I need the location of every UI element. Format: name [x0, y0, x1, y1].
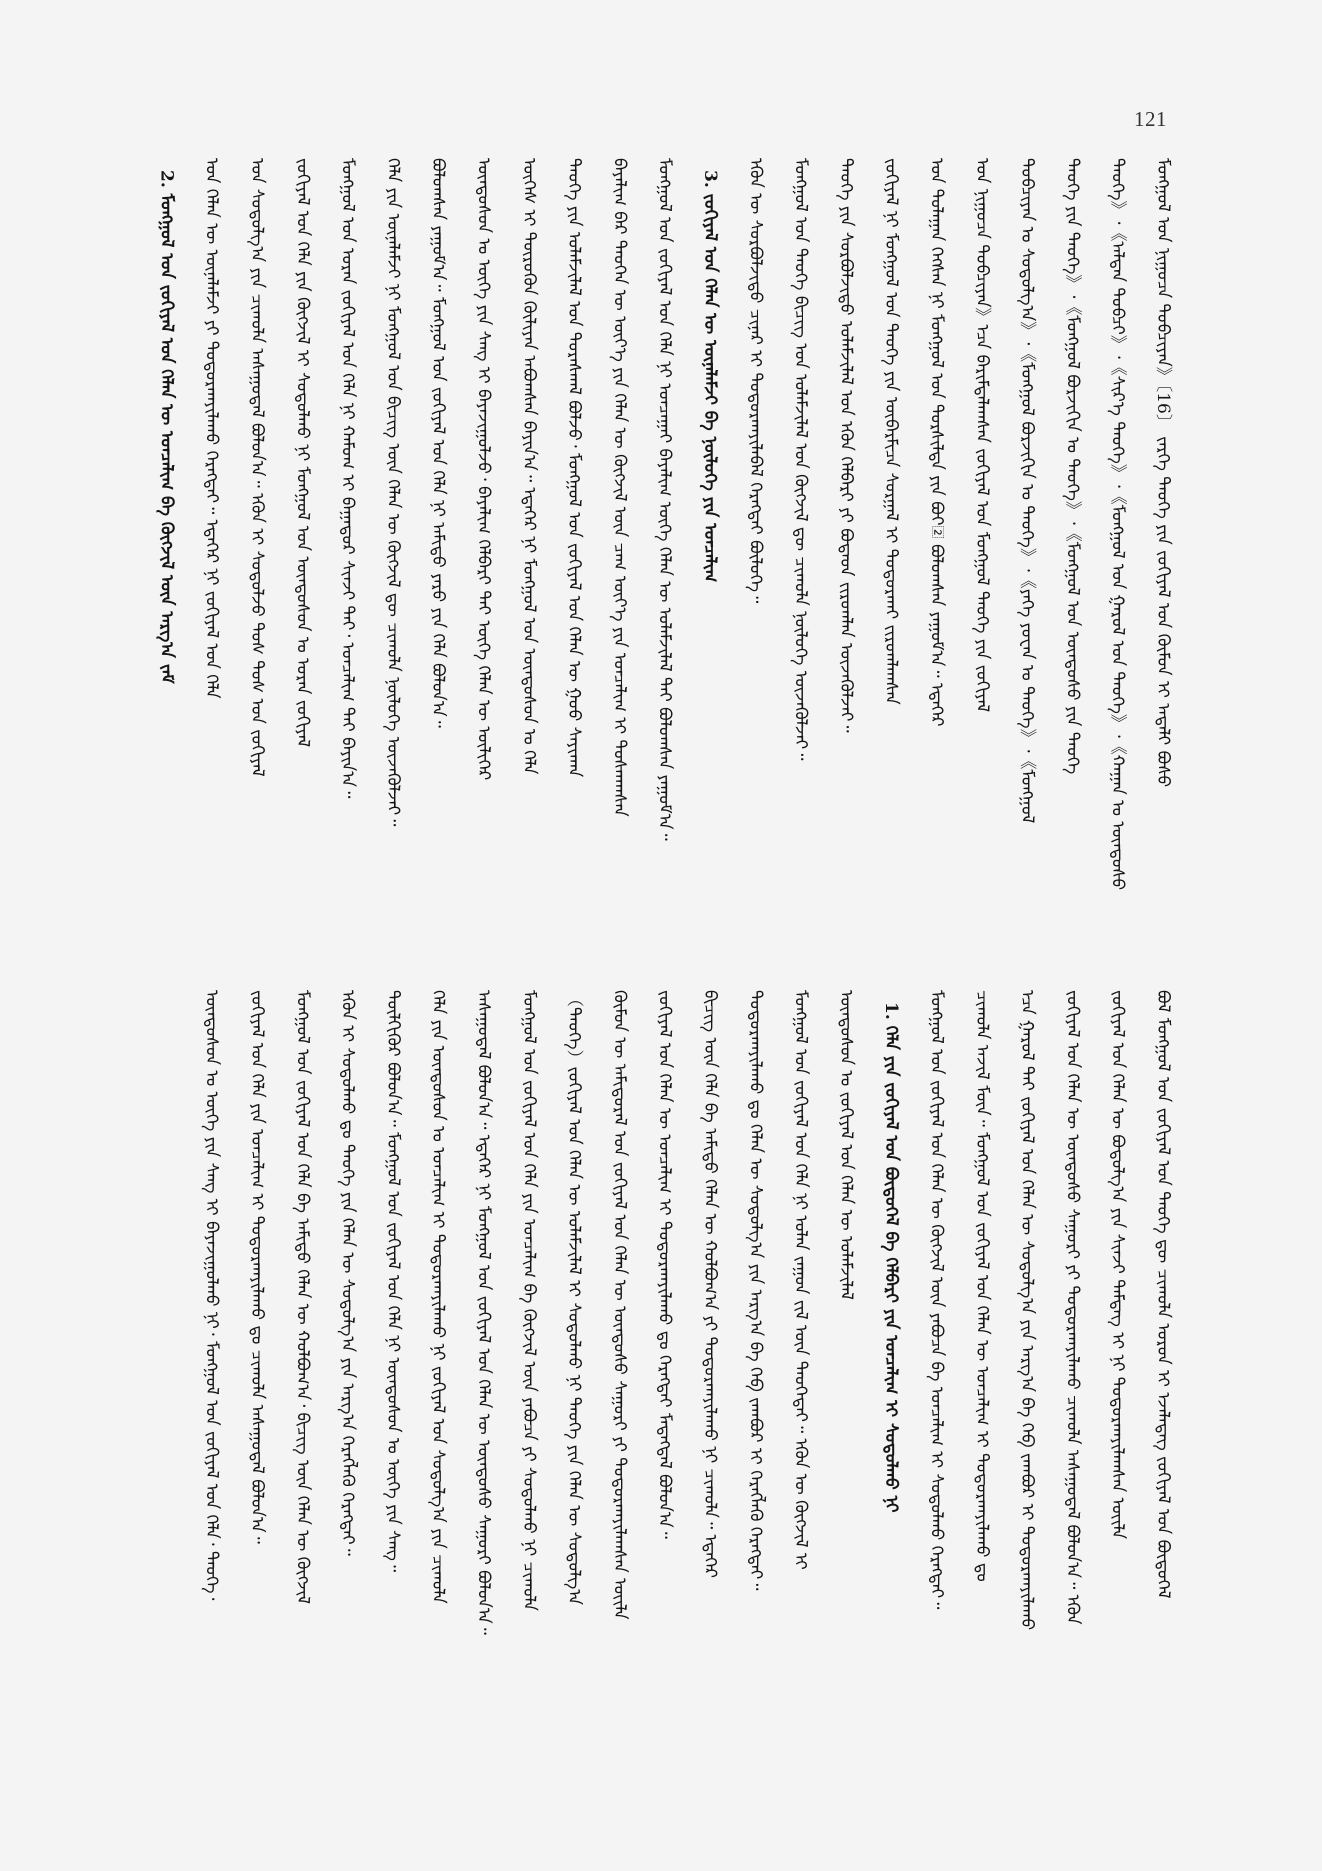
text-line: ᠪᠢᠴᠢᠭ ᠦᠨ ᠬᠡᠯᠡ ᠪᠠ ᠠᠮᠢᠳᠤ ᠬᠡᠯᠡᠨ ᠦ ᠬᠣᠯᠪᠣᠭ᠎ᠠ ᠶᠢ ᠲᠣᠳᠣᠷᠬᠠᠶᠢᠯᠠᠬᠤ ᠨᠢ ᠴᠢᠬᠤᠯᠠ᠃ ᠡᠳᠡᠭᠡᠷ — [700, 990, 720, 1578]
text-line: ᠲᠡᠦᠬᠡ ᠶᠢᠨ ᠤᠯᠠᠮᠵᠢᠯᠠᠯ ᠤᠨ ᠳᠤᠷᠠᠰᠬᠠᠯ ᠪᠣᠯᠵᠤ᠂ ᠮᠣᠩᠭᠣᠯ ᠤᠨ ᠵᠣᠬᠢᠶᠠᠯ ᠤᠨ ᠬᠡᠯᠡᠨ ᠦ ᠭᠣᠣ ᠰᠠᠶᠢᠬᠠᠨ — [564, 158, 585, 778]
text-line: ᠮᠣᠩᠭᠣᠯ ᠤᠨ ᠲᠡᠦᠬᠡ ᠪᠢᠴᠢᠭ ᠤᠨ ᠤᠯᠠᠮᠵᠢᠯᠠᠯ ᠤᠨ ᠬᠥᠭᠵᠢᠯ ᠳᠦ ᠴᠢᠬᠤᠯᠠ ᠨᠥᠯᠦᠭᠡ ᠦᠵᠡᠭᠦᠯᠵᠡᠢ᠃ — [790, 158, 811, 761]
section-heading: 3. ᠵᠣᠬᠢᠶᠠᠯ ᠤᠨ ᠬᠡᠯᠡᠨ ᠦ ᠦᠨᠡᠯᠡᠮᠵᠢ ᠪᠠ ᠨᠥᠯᠦᠭᠡ ᠶᠢᠨ ᠣᠨᠴᠠᠯᠢᠭ — [700, 170, 720, 583]
text-line: ᠵᠣᠬᠢᠶᠠᠯ ᠤᠨ ᠬᠡᠯᠡ ᠶᠢᠨ ᠬᠥᠭᠵᠢᠯ ᠢ ᠰᠤᠳᠤᠯᠬᠤ ᠨᠢ ᠮᠣᠩᠭᠣᠯ ᠤᠨ ᠦᠨᠳᠦᠰᠦᠨ ᠤ ᠤᠷᠠᠨ ᠵᠣᠬᠢᠶᠠᠯ — [292, 158, 313, 748]
text-line: ᠡᠭᠦᠨ ᠦ ᠰᠤᠷᠪᠤᠯᠵᠢᠲᠤ ᠴᠢᠨᠠᠷ ᠢ ᠲᠣᠳᠣᠷᠬᠠᠶᠢᠯᠠᠪᠠᠯ ᠬᠡᠷᠡᠭᠲᠡᠶ ᠪᠦᠯᠦᠭᠡ᠃ — [745, 158, 766, 604]
text-line: ᠦᠭᠡᠰ ᠢ ᠲᠦᠷᠦᠭᠦᠨ ᠬᠦᠯᠢᠶᠡᠨ ᠠᠪᠤᠭᠰᠠᠨ ᠪᠠᠶᠢᠨ᠎ᠠ᠃ ᠡᠳᠡᠭᠡᠷ ᠨᠢ ᠮᠣᠩᠭᠣᠯ ᠤᠨ ᠦᠨᠳᠦᠰᠦᠨ ᠤ ᠬᠡᠯᠡ — [518, 158, 539, 775]
text-line: ᠵᠣᠬᠢᠶᠠᠯ ᠤᠨ ᠬᠡᠯᠡ ᠶᠢᠨ ᠣᠨᠴᠠᠯᠢᠭ ᠢ ᠲᠣᠳᠣᠷᠬᠠᠶᠢᠯᠠᠬᠤ ᠳᠤ ᠴᠢᠬᠤᠯᠠ ᠠᠰᠠᠭᠤᠳᠠᠯ ᠪᠣᠯᠤᠨ᠎ᠠ᠃ — [247, 990, 267, 1544]
text-line: ᠮᠣᠩᠭᠣᠯ ᠤᠨ ᠵᠣᠬᠢᠶᠠᠯ ᠤᠨ ᠬᠡᠯᠡᠨ ᠦ ᠬᠥᠭᠵᠢᠯ ᠦᠨ ᠶᠠᠪᠤᠴᠠ ᠪᠠ ᠣᠨᠴᠠᠯᠢᠭ ᠢ ᠰᠤᠳᠤᠯᠬᠤ ᠬᠡᠷᠡᠭᠲᠡᠶ᠃ — [926, 990, 947, 1610]
page-number: 121 — [1134, 107, 1167, 131]
text-line: ᠲᠦᠯᠬᠢᠭᠦᠷ ᠪᠣᠯᠤᠨ᠎ᠠ᠃ ᠮᠣᠩᠭᠣᠯ ᠤᠨ ᠵᠣᠬᠢᠶᠠᠯ ᠤᠨ ᠬᠡᠯᠡ ᠨᠢ ᠦᠨᠳᠦᠰᠦᠨ ᠤ ᠦᠭᠡ ᠶᠢᠨ ᠰᠠᠩ᠃ — [382, 990, 403, 1573]
text-line: ᠮᠣᠩᠭᠣᠯ ᠤᠨ ᠵᠣᠬᠢᠶᠠᠯ ᠤᠨ ᠬᠡᠯᠡ ᠶᠢᠨ ᠣᠨᠴᠠᠯᠢᠭ ᠪᠠ ᠬᠥᠭᠵᠢᠯ ᠦᠨ ᠶᠠᠪᠤᠴᠠ ᠶᠢ ᠰᠤᠳᠤᠯᠬᠤ ᠨᠢ ᠴᠢᠬᠤᠯᠠ — [518, 990, 539, 1611]
text-line: ᠲᠡᠦᠬᠡ ᠶᠢᠨ ᠰᠤᠷᠪᠤᠯᠵᠢᠲᠤ ᠤᠯᠠᠮᠵᠢᠯᠠᠯ ᠤᠨ ᠡᠭᠦᠨ ᠬᠡᠯᠪᠡᠷᠢ ᠶᠢ ᠪᠣᠳᠠᠳ ᠵᠢᠷᠤᠭᠯᠠᠨ ᠦᠵᠡᠭᠦᠯᠵᠡᠢ᠃ — [835, 158, 856, 733]
text-line: ᠲᠡᠦᠬᠡ》᠂《ᠠᠯᠲᠠᠨ ᠲᠣᠪᠴᠢ》᠂《ᠰᠢᠷ᠎ᠡ ᠲᠡᠦᠬᠡ》᠂《ᠮᠣᠩᠭᠣᠯ ᠤᠨ ᠭᠠᠷᠤᠯ ᠤᠨ ᠲᠡᠦᠬᠡ》᠂《ᠬᠠᠭᠠᠨ ᠤ ᠦᠨᠳᠦᠰᠦ — [1107, 158, 1128, 891]
text-line: ᠵᠣᠬᠢᠶᠠᠯ ᠤᠨ ᠬᠡᠯᠡᠨ ᠦ ᠪᠣᠳᠤᠯᠭ᠎ᠠ ᠶᠢᠨ ᠰᠢᠨᠵᠢ ᠲᠡᠮᠳᠡᠭ ᠢ ᠨᠢ ᠲᠣᠳᠣᠷᠬᠠᠶᠢᠯᠠᠭᠰᠠᠨ ᠦᠢᠯᠡ — [1107, 990, 1128, 1540]
text-line: ᠲᠣᠳᠣᠷᠬᠠᠶᠢᠯᠠᠬᠤ ᠳᠤ ᠬᠡᠯᠡᠨ ᠦ ᠰᠤᠳᠤᠯᠭ᠎ᠠ ᠶᠢᠨ ᠠᠷᠭ᠎ᠠ ᠪᠠ ᠬᠡᠪ ᠵᠠᠭᠪᠤᠷ ᠢ ᠬᠡᠷᠡᠭᠯᠡᠬᠦ ᠬᠡᠷᠡᠭᠲᠡᠶ᠃ — [745, 990, 766, 1591]
text-line: ᠮᠣᠩᠭᠣᠯ ᠤᠨ ᠵᠣᠬᠢᠶᠠᠯ ᠤᠨ ᠬᠡᠯᠡ ᠨᠢ ᠣᠯᠠᠨ ᠵᠠᠭᠤᠨ ᠵᠢᠯ ᠦᠨ ᠲᠡᠦᠬᠡᠲᠡᠢ᠃ ᠡᠭᠦᠨ ᠦ ᠬᠥᠭᠵᠢᠯ ᠢ — [790, 990, 811, 1570]
text-line: ᠮᠣᠩᠭᠣᠯ ᠤᠨ ᠨᠢᠭᠤᠴᠠ ᠲᠣᠪᠴᠢᠶᠠᠨ》〔16〕 ᠵᠡᠷᠭᠡ ᠲᠡᠦᠬᠡ ᠶᠢᠨ ᠵᠣᠬᠢᠶᠠᠯ ᠤᠨ ᠬᠦᠮᠦᠨ ᠢ ᠠᠳᠠᠯᠢ ᠪᠤᠰᠤ — [1153, 158, 1173, 788]
section-heading: 1. ᠬᠡᠯᠡ ᠶᠢᠨ ᠵᠣᠬᠢᠶᠠᠯ ᠤᠨ ᠪᠦᠲᠦᠭᠡᠯ ᠪᠠ ᠬᠡᠯᠪᠡᠷᠢ ᠶᠢᠨ ᠣᠨᠴᠠᠯᠢᠭ ᠢ ᠰᠤᠳᠤᠯᠬᠤ ᠨᠢ — [881, 1002, 902, 1513]
text-line: ᠮᠣᠩᠭᠣᠯ ᠤᠨ ᠤᠷᠠᠨ ᠵᠣᠬᠢᠶᠠᠯ ᠤᠨ ᠬᠡᠯᠡ ᠨᠢ ᠬᠠᠮᠤᠭ ᠢ ᠪᠠᠭᠠᠳᠤᠷ ᠰᠢᠨᠵᠢ ᠲᠠᠢ᠂ ᠣᠨᠴᠠᠯᠢᠭ ᠲᠠᠢ ᠪᠠᠶᠢᠨ᠎ᠠ᠃ — [337, 158, 358, 799]
text-line: ᠤᠨ ᠰᠤᠳᠤᠯᠭ᠎ᠠ ᠶᠢᠨ ᠴᠢᠬᠤᠯᠠ ᠠᠰᠠᠭᠤᠳᠠᠯ ᠪᠣᠯᠤᠨ᠎ᠠ᠃ ᠡᠭᠦᠨ ᠢ ᠰᠤᠳᠤᠯᠵᠤ ᠲᠤᠰ ᠲᠤᠰ ᠤᠨ ᠵᠣᠬᠢᠶᠠᠯ — [247, 158, 267, 777]
text-line: ᠵᠣᠬᠢᠶᠠᠯ ᠨᠢ ᠮᠣᠩᠭᠣᠯ ᠤᠨ ᠲᠡᠦᠬᠡ ᠶᠢᠨ ᠦᠪᠡᠷᠮᠢᠴᠡ ᠰᠤᠷᠭᠠᠯ ᠢ ᠲᠣᠳᠣᠷᠬᠠᠶ ᠵᠢᠷᠤᠭᠯᠠᠭᠰᠠᠨ — [881, 158, 902, 705]
text-line: ᠤᠨ ᠬᠡᠯᠡᠨ ᠦ ᠦᠨᠡᠯᠡᠮᠵᠢ ᠶᠢ ᠲᠣᠳᠣᠷᠬᠠᠶᠢᠯᠠᠬᠤ ᠬᠡᠷᠡᠭᠲᠡᠶ᠃ ᠡᠳᠡᠭᠡᠷ ᠨᠢ ᠵᠣᠬᠢᠶᠠᠯ ᠤᠨ ᠬᠡᠯᠡ — [201, 158, 222, 699]
text-line: ᠬᠡᠯᠡ ᠶᠢᠨ ᠦᠨᠳᠦᠰᠦᠨ ᠤ ᠣᠨᠴᠠᠯᠢᠭ ᠢ ᠲᠣᠳᠣᠷᠬᠠᠶᠢᠯᠠᠬᠤ ᠨᠢ ᠵᠣᠬᠢᠶᠠᠯ ᠤᠨ ᠰᠤᠳᠤᠯᠭ᠎ᠠ ᠶᠢᠨ ᠴᠢᠬᠤᠯᠠ — [428, 990, 449, 1604]
text-line: （ᠲᠡᠦᠬᠡ）ᠵᠣᠬᠢᠶᠠᠯ ᠤᠨ ᠬᠡᠯᠡᠨ ᠦ ᠤᠯᠠᠮᠵᠢᠯᠠᠯ ᠢ ᠰᠤᠳᠤᠯᠬᠤ ᠨᠢ ᠲᠡᠦᠬᠡ ᠶᠢᠨ ᠬᠡᠯᠡᠨ ᠦ ᠰᠤᠳᠤᠯᠭ᠎ᠠ — [564, 990, 585, 1606]
text-line: ᠪᠣᠯ ᠮᠣᠩᠭᠣᠯ ᠤᠨ ᠵᠣᠬᠢᠶᠠᠯ ᠤᠨ ᠲᠡᠦᠬᠡ ᠳᠦ ᠴᠢᠬᠤᠯᠠ ᠣᠷᠤᠨ ᠢ ᠡᠵᠡᠯᠡᠳᠡᠭ ᠵᠣᠬᠢᠶᠠᠯ ᠤᠨ ᠪᠦᠲᠦᠭᠡᠯ — [1153, 990, 1173, 1599]
text-line: ᠬᠡᠯᠡ ᠶᠢᠨ ᠦᠨᠡᠯᠡᠮᠵᠢ ᠨᠢ ᠮᠣᠩᠭᠣᠯ ᠤᠨ ᠪᠢᠴᠢᠭ ᠦᠨ ᠬᠡᠯᠡᠨ ᠦ ᠬᠥᠭᠵᠢᠯ ᠳᠦ ᠴᠢᠬᠤᠯᠠ ᠨᠥᠯᠦᠭᠡ ᠦᠵᠡᠭᠦᠯᠵᠡᠢ᠃ — [382, 158, 403, 827]
text-line: ᠠᠰᠠᠭᠤᠳᠠᠯ ᠪᠣᠯᠤᠨ᠎ᠠ᠃ ᠡᠳᠡᠭᠡᠷ ᠨᠢ ᠮᠣᠩᠭᠣᠯ ᠤᠨ ᠵᠣᠬᠢᠶᠠᠯ ᠤᠨ ᠬᠡᠯᠡᠨ ᠦ ᠦᠨᠳᠦᠰᠦ ᠰᠠᠭᠤᠷᠢ ᠪᠣᠯᠤᠨ᠎ᠠ᠃ — [473, 990, 494, 1635]
section-heading: 2. ᠮᠣᠩᠭᠣᠯ ᠤᠨ ᠵᠣᠬᠢᠶᠠᠯ ᠤᠨ ᠬᠡᠯᠡᠨ ᠦ ᠣᠨᠴᠠᠯᠢᠭ ᠪᠠ ᠬᠥᠭᠵᠢᠯ ᠦᠨ ᠠᠷᠭ᠎ᠠ ᠵᠠᠮ — [156, 170, 177, 684]
text-line: ᠡᠭᠦᠨ ᠢ ᠰᠤᠳᠤᠯᠬᠤ ᠳᠤ ᠲᠡᠦᠬᠡ ᠶᠢᠨ ᠬᠡᠯᠡᠨ ᠦ ᠰᠤᠳᠤᠯᠭ᠎ᠠ ᠶᠢᠨ ᠠᠷᠭ᠎ᠠ ᠬᠡᠷᠡᠭᠯᠡᠬᠦ ᠬᠡᠷᠡᠭᠲᠡᠶ᠃ — [337, 990, 358, 1556]
text-line: ᠪᠣᠯᠤᠭᠰᠠᠨ ᠶᠠᠭᠤᠮ᠎ᠠ᠃ ᠮᠣᠩᠭᠣᠯ ᠤᠨ ᠵᠣᠬᠢᠶᠠᠯ ᠤᠨ ᠬᠡᠯᠡ ᠨᠢ ᠠᠮᠢᠳᠤ ᠶᠡᠷᠦ ᠶᠢᠨ ᠬᠡᠯᠡ ᠪᠣᠯᠤᠨ᠎ᠠ᠃ — [428, 158, 449, 728]
text-line: ᠡᠴᠡ ᠭᠠᠷᠤᠯ ᠲᠠᠢ ᠵᠣᠬᠢᠶᠠᠯ ᠤᠨ ᠬᠡᠯᠡᠨ ᠦ ᠰᠤᠳᠤᠯᠭ᠎ᠠ ᠶᠢᠨ ᠠᠷᠭ᠎ᠠ ᠪᠠ ᠬᠡᠪ ᠵᠠᠭᠪᠤᠷ ᠢ ᠲᠣᠳᠣᠷᠬᠠᠶᠢᠯᠠᠬᠤ — [1017, 990, 1038, 1631]
text-line: ᠤᠨ ᠲᠤᠯᠠᠭᠠᠨ ᠬᠡᠭᠰᠡᠨ ᠨᠢ ᠮᠣᠩᠭᠣᠯ ᠤᠨ ᠲᠤᠷᠰᠢᠯᠲᠠ ᠶᠢᠨ ᠪᠤᠢ᠌ ᠪᠣᠯᠤᠭᠰᠠᠨ ᠶᠠᠭᠤᠮ᠎ᠠ᠃ ᠡᠳᠡᠭᠡᠷ — [926, 158, 947, 727]
text-line: ᠤᠨ ᠨᠢᠭᠤᠴᠠ ᠲᠣᠪᠴᠢᠶᠠᠨ》ᠡᠴᠡ ᠪᠠᠷᠢᠮᠲᠠᠯᠠᠭᠰᠠᠨ ᠵᠣᠬᠢᠶᠠᠯ ᠤᠨ ᠮᠣᠩᠭᠣᠯ ᠲᠡᠦᠬᠡ ᠶᠢᠨ ᠵᠣᠬᠢᠶᠠᠯ — [971, 158, 992, 713]
text-line: ᠵᠣᠬᠢᠶᠠᠯ ᠤᠨ ᠬᠡᠯᠡᠨ ᠦ ᠣᠨᠴᠠᠯᠢᠭ ᠢ ᠲᠣᠳᠣᠷᠬᠠᠶᠢᠯᠠᠬᠤ ᠳᠤ ᠬᠡᠷᠡᠭᠲᠡᠶ ᠮᠡᠳᠡᠭᠳᠡᠯ ᠪᠣᠯᠤᠨ᠎ᠠ᠃ — [654, 990, 675, 1539]
text-line: ᠲᠡᠦᠬᠡ ᠶᠢᠨ ᠲᠡᠦᠬᠡ》᠂《ᠮᠣᠩᠭᠣᠯ ᠪᠣᠷᠵᠢᠭᠢᠨ ᠤ ᠲᠡᠦᠬᠡ》᠂《ᠮᠣᠩᠭᠣᠯ ᠤᠨ ᠦᠨᠳᠦᠰᠦ ᠶᠢᠨ ᠲᠡᠦᠬᠡ — [1062, 158, 1083, 775]
text-line: ᠴᠢᠬᠤᠯᠠ ᠠᠵᠢᠯ ᠮᠥᠨ᠃ ᠮᠣᠩᠭᠣᠯ ᠤᠨ ᠵᠣᠬᠢᠶᠠᠯ ᠤᠨ ᠬᠡᠯᠡᠨ ᠦ ᠣᠨᠴᠠᠯᠢᠭ ᠢ ᠲᠣᠳᠣᠷᠬᠠᠶᠢᠯᠠᠬᠤ ᠳᠤ — [971, 990, 992, 1582]
text-line: ᠵᠣᠬᠢᠶᠠᠯ ᠤᠨ ᠬᠡᠯᠡᠨ ᠦ ᠦᠨᠳᠦᠰᠦ ᠰᠠᠭᠤᠷᠢ ᠶᠢ ᠲᠣᠳᠣᠷᠬᠠᠶᠢᠯᠠᠬᠤ ᠴᠢᠬᠤᠯᠠ ᠠᠰᠠᠭᠤᠳᠠᠯ ᠪᠣᠯᠤᠨ᠎ᠠ᠃ ᠡᠭᠦᠨ — [1062, 990, 1083, 1625]
text-line: ᠦᠨᠳᠦᠰᠦᠨ ᠤ ᠦᠭᠡ ᠶᠢᠨ ᠰᠠᠩ ᠢ ᠪᠠᠶᠠᠵᠢᠭᠤᠯᠵᠤ᠂ ᠪᠠᠶᠠᠯᠢᠭ ᠬᠡᠯᠪᠡᠷᠢ ᠲᠠᠢ ᠦᠭᠡ ᠬᠡᠯᠡᠨ ᠦ ᠦᠯᠢᠭᠡᠷ — [473, 158, 494, 781]
text-line: ᠦᠨᠳᠦᠰᠦᠨ ᠤ ᠦᠭᠡ ᠶᠢᠨ ᠰᠠᠩ ᠢ ᠪᠠᠶᠠᠵᠢᠭᠤᠯᠬᠤ ᠨᠢ᠂ ᠮᠣᠩᠭᠣᠯ ᠤᠨ ᠵᠣᠬᠢᠶᠠᠯ ᠤᠨ ᠬᠡᠯᠡ᠂ ᠲᠡᠦᠬᠡ᠂ — [201, 990, 222, 1601]
text-line: ᠮᠣᠩᠭᠣᠯ ᠤᠨ ᠵᠣᠬᠢᠶᠠᠯ ᠤᠨ ᠬᠡᠯᠡ ᠨᠢ ᠣᠨᠴᠠᠭᠠᠢ ᠪᠠᠶᠠᠯᠢᠭ ᠦᠭᠡ ᠬᠡᠯᠡᠨ ᠦ ᠤᠯᠠᠮᠵᠢᠯᠠᠯ ᠲᠠᠢ ᠪᠣᠯᠤᠭᠰᠠᠨ ᠶᠠᠭᠤᠮ᠎ᠠ᠃ — [654, 158, 675, 841]
text-line: ᠪᠠᠶᠠᠯᠢᠭ ᠪᠡᠷ ᠲᠡᠦᠬᠡᠨ ᠦ ᠦᠶ᠎ᠡ ᠶᠢᠨ ᠬᠡᠯᠡᠨ ᠦ ᠬᠥᠭᠵᠢᠯ ᠦᠨ ᠴᠠᠭ ᠦᠶ᠎ᠡ ᠶᠢᠨ ᠣᠨᠴᠠᠯᠢᠭ ᠢ ᠲᠤᠰᠬᠠᠭᠰᠠᠨ — [609, 158, 630, 817]
text-line: ᠬᠦᠮᠦᠨ ᠦ ᠠᠮᠢᠳᠤᠷᠠᠯ ᠤᠨ ᠵᠣᠬᠢᠶᠠᠯ ᠤᠨ ᠬᠡᠯᠡᠨ ᠦ ᠦᠨᠳᠦᠰᠦ ᠰᠠᠭᠤᠷᠢ ᠶᠢ ᠲᠣᠳᠣᠷᠬᠠᠶᠢᠯᠠᠭᠰᠠᠨ ᠦᠢᠯᠡ — [609, 990, 630, 1620]
text-line: ᠲᠣᠪᠴᠢᠶᠠᠨ ᠤ ᠰᠤᠳᠤᠯᠭ᠎ᠠ》᠂《ᠮᠣᠩᠭᠣᠯ ᠪᠣᠷᠵᠢᠭᠢᠨ ᠤ ᠲᠡᠦᠬᠡ》᠂《ᠶᠡᠬᠡ ᠶᠤᠸᠠᠨ ᠤ ᠲᠡᠦᠬᠡ》᠂《ᠮᠣᠩᠭᠣᠯ — [1017, 158, 1038, 824]
text-line: ᠮᠣᠩᠭᠣᠯ ᠤᠨ ᠵᠣᠬᠢᠶᠠᠯ ᠤᠨ ᠬᠡᠯᠡ ᠪᠠ ᠠᠮᠢᠳᠤ ᠬᠡᠯᠡᠨ ᠦ ᠬᠣᠯᠪᠣᠭ᠎ᠠ᠂ ᠪᠢᠴᠢᠭ ᠦᠨ ᠬᠡᠯᠡᠨ ᠦ ᠬᠥᠭᠵᠢᠯ — [292, 990, 313, 1604]
text-line: ᠦᠨᠳᠦᠰᠦᠨ ᠤ ᠵᠣᠬᠢᠶᠠᠯ ᠤᠨ ᠬᠡᠯᠡᠨ ᠦ ᠤᠯᠠᠮᠵᠢᠯᠠᠯ — [835, 990, 856, 1300]
